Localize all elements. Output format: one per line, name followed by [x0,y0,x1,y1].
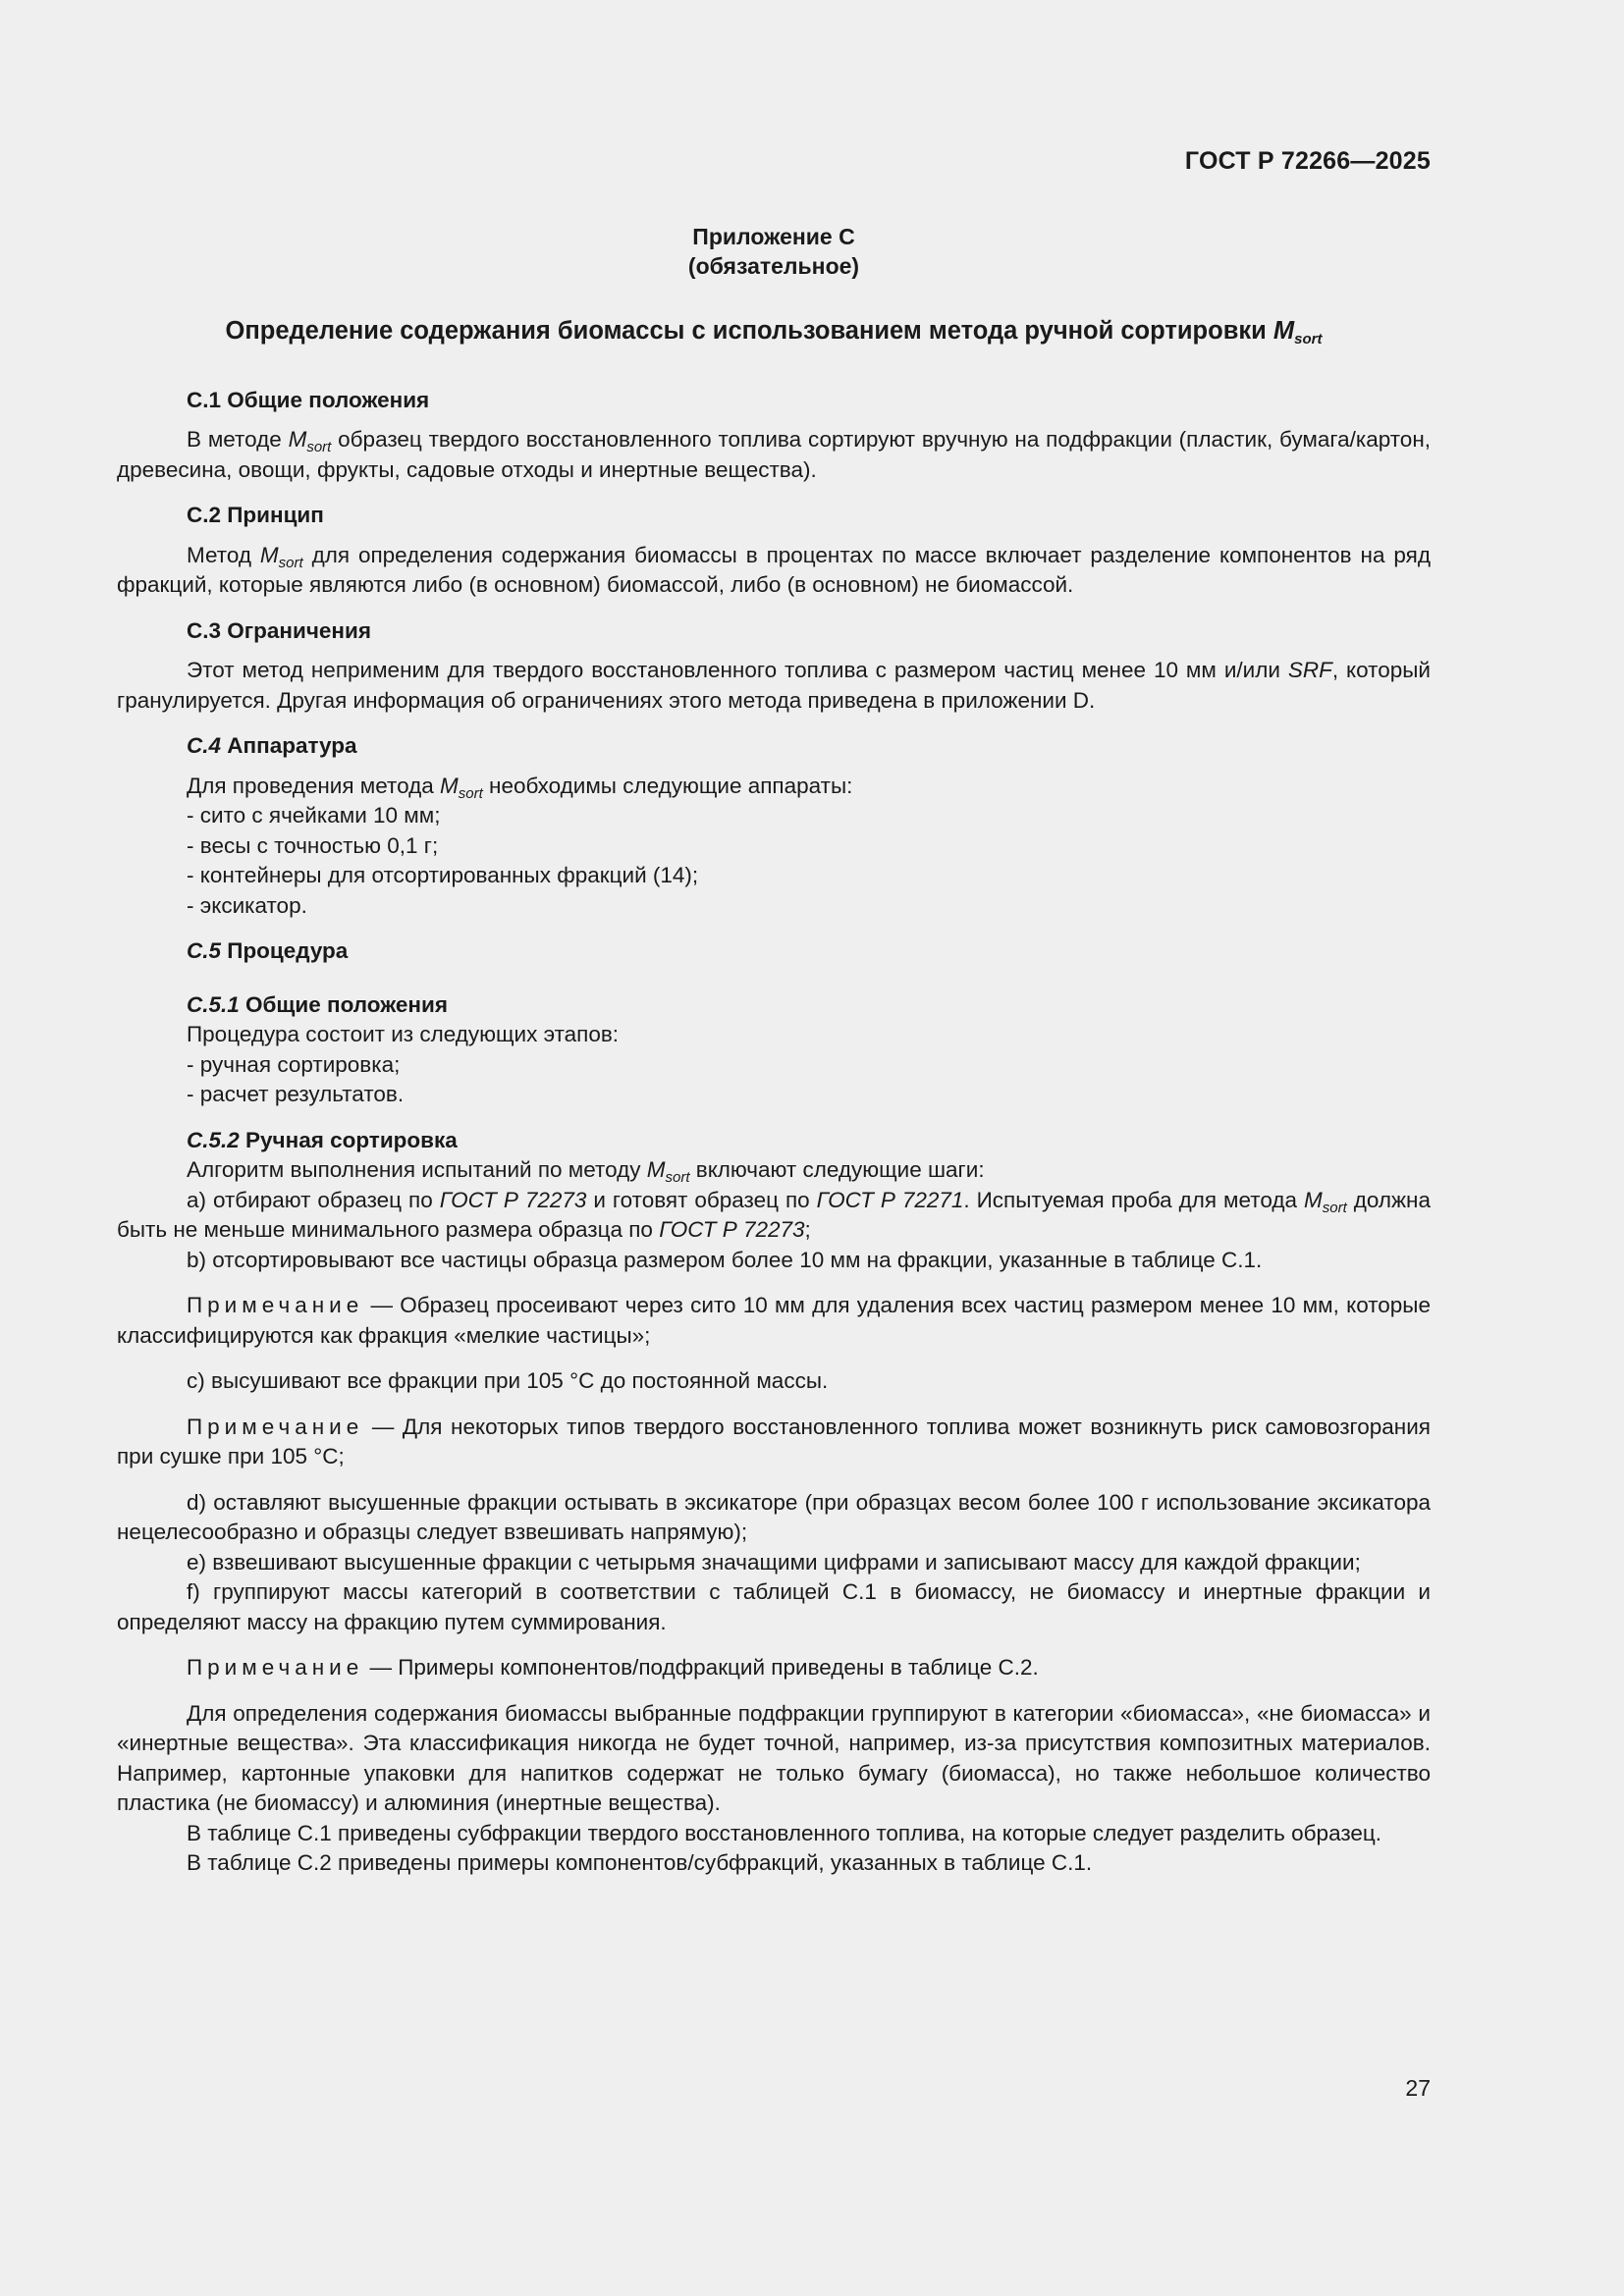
step-a: а) отбирают образец по ГОСТ Р 72273 и готовят образец по ГОСТ Р 72271. Испытуемая проба для метода $M_{sort}$ должна быть не меньше минимального размера образца по ГОСТ Р 72273; [117,1187,1431,1242]
note-1: Примечание — Образец просеивают через сито 10 мм для удаления всех частиц размером менее 10 мм, которые классифицируются как фракция «мелкие частицы»; [117,1293,1431,1348]
procedure-steps-list [117,1050,1431,1110]
step-e: е) взвешивают высушенные фракции с четырьмя значащими цифрами и записывают массу для каждой фракции; [187,1549,1361,1575]
annex-status: (обязательное) [687,253,860,279]
section-c4-intro: Для проведения метода $M_{sort}$ необходимы следующие аппараты: [187,773,853,802]
paragraph-table-c2: В таблице С.2 приведены примеры компонентов/субфракций, указанных в таблице С.1. [187,1850,1093,1875]
list-item: - ручная сортировка; [187,1051,401,1077]
section-c51-intro: Процедура состоит из следующих этапов: [187,1022,620,1046]
section-c5-heading: С.5 Процедура [187,938,349,963]
list-item: - эксикатор. [187,892,307,918]
section-c2-heading: С.2 Принцип [187,503,324,527]
step-f: f) группируют массы категорий в соответствии с таблицей С.1 в биомассу, не биомассу и инертные фракции и определяют массу на фракцию путем суммирования. [117,1579,1431,1634]
annex-title: Определение содержания биомассы с использованием метода ручной сортировки $M_{sort}$ [225,317,1323,347]
apparatus-list [117,801,1431,921]
list-item: - весы с точностью 0,1 г; [187,832,439,858]
section-c3-heading: С.3 Ограничения [187,617,371,643]
section-c51-heading: С.5.1 Общие положения [187,991,448,1017]
list-item: - сито с ячейками 10 мм; [187,803,441,828]
paragraph-classification: Для определения содержания биомассы выбранные подфракции группируют в категории «биомасса», «не биомасса» и «инертные вещества». Эта классификация никогда не будет точной, например, из-за присутствия композитных материалов. Например, картонные упаковки для напитков содержат не только бумагу (биомасса), но также небольшое количество пластика (не биомассу) и алюминия (инертные вещества). [117,1700,1431,1815]
page-content [117,222,1431,1879]
paragraph-table-c1: В таблице С.1 приведены субфракции твердого восстановленного топлива, на которые следует разделить образец. [187,1820,1382,1845]
step-c: с) высушивают все фракции при 105 °С до постоянной массы. [187,1368,829,1393]
page-number: 27 [1405,2075,1431,2101]
note-2: Примечание — Для некоторых типов твердого восстановленного топлива может возникнуть риск самовозгорания при сушке при 105 °С; [117,1414,1431,1468]
section-c3-text: Этот метод неприменим для твердого восстановленного топлива с размером частиц менее 10 мм и/или SRF, который гранулируется. Другая информация об ограничениях этого метода приведена в приложении D. [117,658,1431,713]
section-c1-heading: С.1 Общие положения [187,387,430,412]
section-c52-heading: С.5.2 Ручная сортировка [187,1127,458,1152]
list-item: - контейнеры для отсортированных фракций (14); [187,863,699,887]
step-d: d) оставляют высушенные фракции остывать в эксикаторе (при образцах весом более 100 г использование эксикатора нецелесообразно и образцы следует взвешивать напрямую); [117,1489,1431,1544]
note-3: Примечание — Примеры компонентов/подфракций приведены в таблице С.2. [187,1655,1039,1680]
document-code: ГОСТ Р 72266—2025 [1184,147,1431,175]
annex-label: Приложение С [692,224,855,249]
section-c4-heading: С.4 Аппаратура [187,733,357,758]
section-c1-text: В методе $M_{sort}$ образец твердого восстановленного топлива сортируют вручную на подфракции (пластик, бумага/картон, древесина, овощи, фрукты, садовые отходы и инертные вещества). [117,427,1431,482]
section-c52-intro: Алгоритм выполнения испытаний по методу $M_{sort}$ включают следующие шаги: [187,1157,985,1186]
section-c2-text: Метод $M_{sort}$ для определения содержания биомассы в процентах по массе включает разделение компонентов на ряд фракций, которые являются либо (в основном) биомассой, либо (в основном) не биомассой. [117,542,1431,597]
list-item: - расчет результатов. [187,1082,405,1106]
step-b: b) отсортировывают все частицы образца размером более 10 мм на фракции, указанные в таблице С.1. [187,1247,1263,1272]
